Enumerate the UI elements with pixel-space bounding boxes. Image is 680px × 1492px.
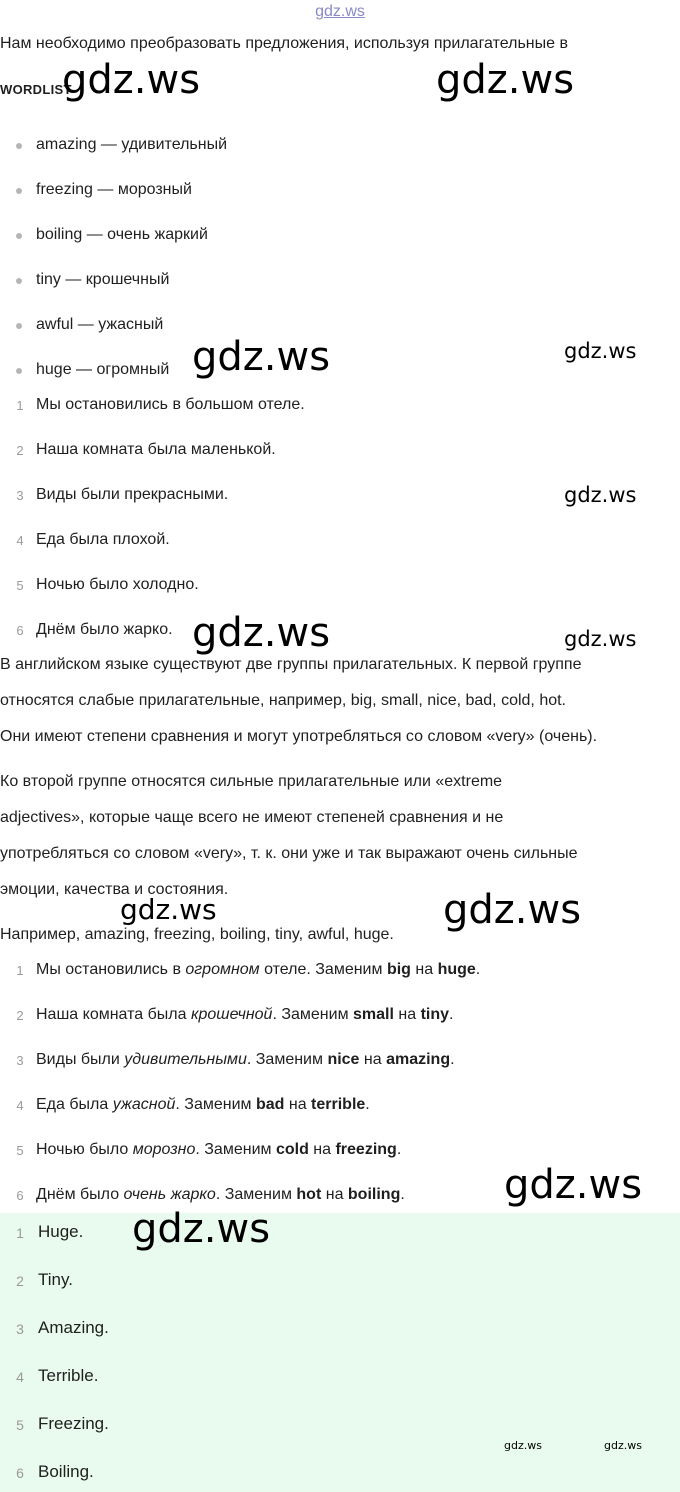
list-number: 5	[16, 1143, 24, 1158]
bullet-icon	[16, 323, 22, 329]
list-number: 3	[16, 1321, 24, 1337]
site-header-link[interactable]: gdz.ws	[315, 3, 365, 20]
example-line: Например, amazing, freezing, boiling, tiny, awful, huge.	[0, 926, 394, 943]
watermark: gdz.ws	[504, 1162, 643, 1208]
sentence-item: Виды были прекрасными.	[36, 486, 229, 503]
answer-item: Huge.	[38, 1222, 84, 1241]
bullet-icon	[16, 143, 22, 149]
sentence-item: Днём было жарко.	[36, 621, 173, 638]
sentence-item: Ночью было холодно.	[36, 576, 199, 593]
watermark: gdz.ws	[604, 1439, 642, 1452]
sentence-item: Наша комната была маленькой.	[36, 441, 276, 458]
intro-text: Нам необходимо преобразовать предложения, используя прилагательные в	[0, 35, 568, 52]
bullet-icon	[16, 278, 22, 284]
paragraph-line: Ко второй группе относятся сильные прилагательные или «extreme	[0, 773, 503, 790]
answer-item: Terrible.	[38, 1366, 99, 1385]
replacement-item: Днём было очень жарко. Заменим hot на boiling.	[36, 1186, 405, 1203]
watermark: gdz.ws	[192, 334, 331, 380]
answer-item: Amazing.	[38, 1318, 109, 1337]
list-number: 5	[16, 1417, 24, 1433]
paragraph-line: Они имеют степени сравнения и могут употребляться со словом «very» (очень).	[0, 728, 598, 745]
list-number: 2	[16, 443, 24, 458]
replacement-item: Наша комната была крошечной. Заменим small на tiny.	[36, 1006, 454, 1023]
replacement-item: Еда была ужасной. Заменим bad на terrible.	[36, 1096, 370, 1113]
wordlist-item: awful — ужасный	[36, 316, 164, 333]
wordlist-label: WORDLIST	[0, 82, 72, 97]
wordlist-item: huge — огромный	[36, 361, 170, 378]
paragraph-line: В английском языке существуют две группы прилагательных. К первой группе	[0, 656, 582, 673]
bullet-icon	[16, 233, 22, 239]
list-number: 4	[16, 1098, 24, 1113]
list-number: 4	[16, 1369, 24, 1385]
list-number: 3	[16, 488, 24, 503]
bullet-icon	[16, 188, 22, 194]
watermark: gdz.ws	[120, 893, 217, 926]
list-number: 2	[16, 1008, 24, 1023]
wordlist-item: tiny — крошечный	[36, 271, 170, 288]
list-number: 5	[16, 578, 24, 593]
watermark: gdz.ws	[504, 1439, 542, 1452]
watermark: gdz.ws	[564, 339, 637, 363]
replacement-item: Виды были удивительными. Заменим nice на amazing.	[36, 1051, 455, 1068]
list-number: 6	[16, 1465, 24, 1481]
watermark: gdz.ws	[436, 57, 575, 103]
watermark: gdz.ws	[192, 610, 331, 656]
wordlist-item: boiling — очень жаркий	[36, 226, 208, 243]
bullet-icon	[16, 368, 22, 374]
watermark: gdz.ws	[62, 57, 201, 103]
list-number: 6	[16, 1188, 24, 1203]
paragraph-line: adjectives», которые чаще всего не имеют степеней сравнения и не	[0, 809, 504, 826]
list-number: 2	[16, 1273, 24, 1289]
wordlist-item: amazing — удивительный	[36, 136, 228, 153]
paragraph-line: эмоции, качества и состояния.	[0, 881, 229, 898]
list-number: 1	[16, 963, 24, 978]
list-number: 1	[16, 1225, 24, 1241]
watermark: gdz.ws	[443, 887, 582, 933]
watermark: gdz.ws	[564, 627, 637, 651]
paragraph-line: относятся слабые прилагательные, например, big, small, nice, bad, cold, hot.	[0, 692, 566, 709]
answer-item: Freezing.	[38, 1414, 109, 1433]
sentence-item: Мы остановились в большом отеле.	[36, 396, 305, 413]
sentence-item: Еда была плохой.	[36, 531, 170, 548]
list-number: 3	[16, 1053, 24, 1068]
answer-item: Tiny.	[38, 1270, 73, 1289]
watermark: gdz.ws	[132, 1206, 271, 1252]
list-number: 6	[16, 623, 24, 638]
answer-item: Boiling.	[38, 1462, 94, 1481]
replacement-item: Ночью было морозно. Заменим cold на freezing.	[36, 1141, 402, 1158]
list-number: 4	[16, 533, 24, 548]
list-number: 1	[16, 398, 24, 413]
replacement-item: Мы остановились в огромном отеле. Заменим big на huge.	[36, 961, 481, 978]
answers-panel	[0, 1213, 680, 1492]
paragraph-line: употребляться со словом «very», т. к. они уже и так выражают очень сильные	[0, 845, 578, 862]
watermark: gdz.ws	[564, 483, 637, 507]
wordlist-item: freezing — морозный	[36, 181, 192, 198]
